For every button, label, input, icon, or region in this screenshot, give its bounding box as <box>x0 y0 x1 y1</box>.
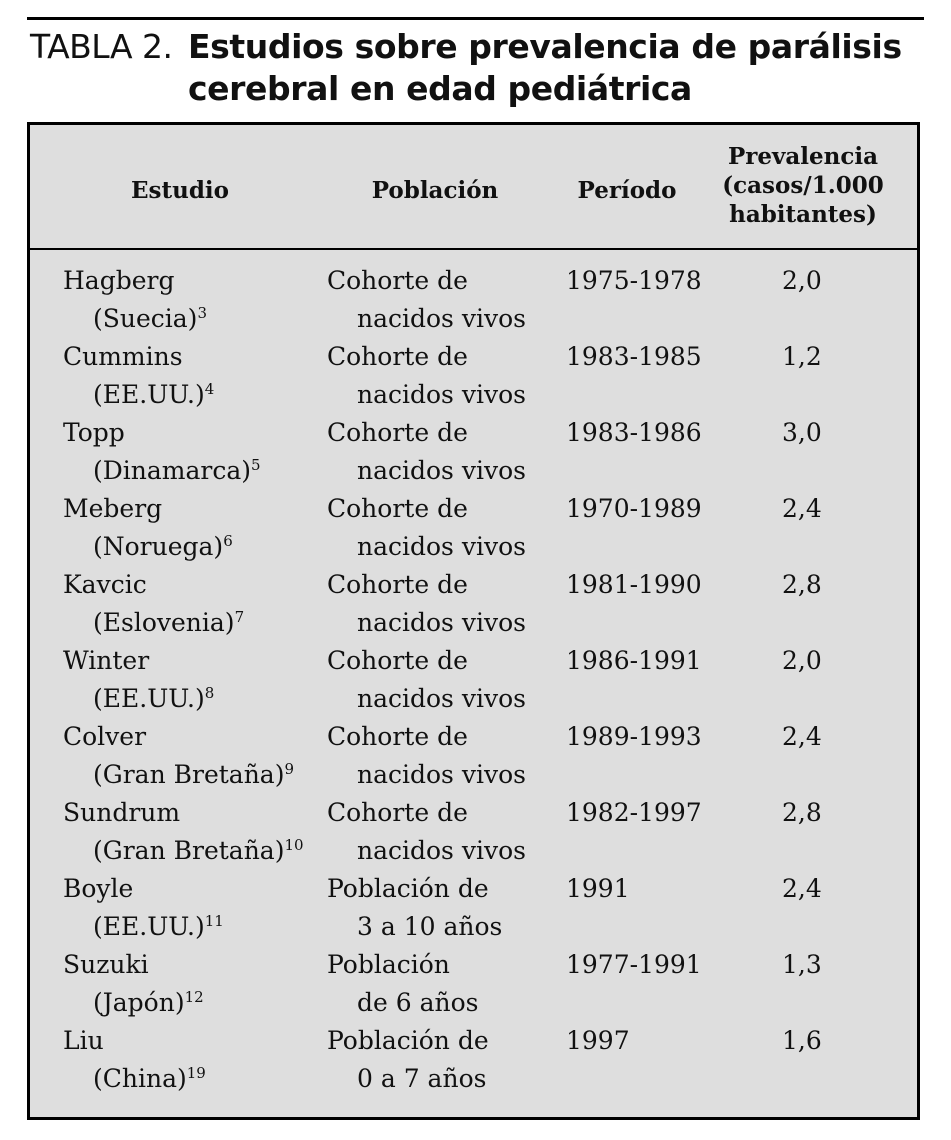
cell-estudio <box>63 718 294 794</box>
cell-estudio <box>63 794 304 870</box>
cell-poblacion-line2: 3 a 10 años <box>357 912 503 941</box>
reference-number: 11 <box>204 912 224 930</box>
cell-prevalencia: 3,0 <box>782 418 822 447</box>
cell-poblacion-line1: Cohorte de <box>327 418 468 447</box>
cell-poblacion <box>327 566 526 642</box>
cell-poblacion <box>327 870 502 946</box>
cell-estudio <box>63 262 207 338</box>
cell-pais: (Gran Bretaña)$^{10}$ <box>93 836 304 865</box>
table-row <box>30 338 917 414</box>
cell-poblacion-line2: nacidos vivos <box>357 760 526 789</box>
cell-autor: Kavcic <box>63 570 147 599</box>
table-label: TABLA 2. <box>30 27 173 66</box>
reference-number: 8 <box>204 684 215 702</box>
cell-estudio <box>63 414 261 490</box>
cell-estudio <box>63 870 224 946</box>
cell-prevalencia: 2,8 <box>782 570 822 599</box>
header-estudio: Estudio <box>131 177 229 204</box>
cell-pais: (Dinamarca)$^5$ <box>93 456 261 485</box>
cell-poblacion-line1: Cohorte de <box>327 646 468 675</box>
cell-prevalencia: 2,8 <box>782 798 822 827</box>
header-poblacion: Población <box>371 177 499 204</box>
reference-number: 4 <box>204 380 215 398</box>
cell-prevalencia: 2,4 <box>782 494 822 523</box>
cell-poblacion <box>327 642 526 718</box>
cell-poblacion-line2: 0 a 7 años <box>357 1064 487 1093</box>
cell-poblacion-line1: Población <box>327 950 450 979</box>
cell-estudio <box>63 642 214 718</box>
cell-poblacion <box>327 1022 489 1098</box>
cell-periodo: 1989-1993 <box>566 722 702 751</box>
cell-periodo: 1986-1991 <box>566 646 702 675</box>
reference-number: 19 <box>186 1064 206 1082</box>
cell-poblacion <box>327 794 526 870</box>
cell-poblacion-line1: Cohorte de <box>327 342 468 371</box>
cell-poblacion-line2: de 6 años <box>357 988 479 1017</box>
cell-poblacion <box>327 262 526 338</box>
cell-poblacion-line2: nacidos vivos <box>357 608 526 637</box>
cell-poblacion <box>327 338 526 414</box>
prevalence-table <box>27 122 920 1120</box>
cell-poblacion-line2: nacidos vivos <box>357 532 526 561</box>
cell-poblacion-line1: Cohorte de <box>327 494 468 523</box>
top-rule <box>27 17 924 20</box>
table-row <box>30 262 917 338</box>
cell-periodo: 1983-1985 <box>566 342 702 371</box>
cell-estudio <box>63 490 233 566</box>
cell-periodo: 1983-1986 <box>566 418 702 447</box>
cell-periodo: 1982-1997 <box>566 798 702 827</box>
cell-poblacion-line1: Población de <box>327 874 489 903</box>
cell-pais: (Gran Bretaña)$^9$ <box>93 760 295 789</box>
cell-pais: (China)$^{19}$ <box>93 1064 206 1093</box>
cell-pais: $(EE.UU.)^{11}$ <box>93 912 224 941</box>
cell-prevalencia: 2,0 <box>782 646 822 675</box>
cell-estudio <box>63 946 204 1022</box>
table-row <box>30 642 917 718</box>
table-row <box>30 566 917 642</box>
cell-prevalencia: 2,0 <box>782 266 822 295</box>
cell-poblacion-line1: Cohorte de <box>327 570 468 599</box>
cell-estudio <box>63 1022 206 1098</box>
cell-poblacion-line2: nacidos vivos <box>357 684 526 713</box>
cell-estudio <box>63 338 214 414</box>
cell-prevalencia: 1,2 <box>782 342 822 371</box>
table-row <box>30 1022 917 1098</box>
cell-autor: Hagberg <box>63 266 175 295</box>
cell-prevalencia: 1,3 <box>782 950 822 979</box>
cell-periodo: 1991 <box>566 874 630 903</box>
cell-poblacion-line2: nacidos vivos <box>357 304 526 333</box>
cell-autor: Sundrum <box>63 798 181 827</box>
cell-pais: $(EE.UU.)^4$ <box>93 380 215 409</box>
cell-poblacion-line1: Cohorte de <box>327 266 468 295</box>
cell-periodo: 1981-1990 <box>566 570 702 599</box>
cell-autor: Liu <box>63 1026 104 1055</box>
cell-pais: (Noruega)$^6$ <box>93 532 233 561</box>
cell-poblacion <box>327 946 478 1022</box>
cell-pais: (Suecia)$^3$ <box>93 304 207 333</box>
table-row <box>30 718 917 794</box>
cell-poblacion-line2: nacidos vivos <box>357 836 526 865</box>
cell-poblacion <box>327 718 526 794</box>
cell-autor: Meberg <box>63 494 163 523</box>
table-row <box>30 794 917 870</box>
cell-poblacion-line1: Cohorte de <box>327 722 468 751</box>
cell-autor: Suzuki <box>63 950 149 979</box>
cell-poblacion <box>327 414 526 490</box>
cell-periodo: 1970-1989 <box>566 494 702 523</box>
cell-estudio <box>63 566 244 642</box>
table-header-row <box>30 125 917 250</box>
reference-number: 9 <box>284 760 295 778</box>
reference-number: 7 <box>234 608 245 626</box>
cell-pais: (Japón)$^{12}$ <box>93 988 204 1017</box>
cell-autor: Colver <box>63 722 147 751</box>
reference-number: 3 <box>197 304 207 322</box>
reference-number: 10 <box>284 836 304 854</box>
header-periodo: Período <box>577 177 677 204</box>
cell-periodo: 1975-1978 <box>566 266 702 295</box>
table-title: Estudios sobre prevalencia de parálisis cerebral en edad pediátrica <box>188 27 902 108</box>
cell-poblacion-line2: nacidos vivos <box>357 456 526 485</box>
table-row <box>30 414 917 490</box>
cell-prevalencia: 2,4 <box>782 874 822 903</box>
header-prevalencia: Prevalencia (casos/1.000 habitantes) <box>722 143 884 228</box>
cell-poblacion-line2: nacidos vivos <box>357 380 526 409</box>
cell-autor: Cummins <box>63 342 183 371</box>
cell-pais: (Eslovenia)$^7$ <box>93 608 245 637</box>
table-row <box>30 870 917 946</box>
cell-periodo: 1997 <box>566 1026 630 1055</box>
cell-autor: Winter <box>63 646 150 675</box>
cell-prevalencia: 2,4 <box>782 722 822 751</box>
table-row <box>30 490 917 566</box>
reference-number: 6 <box>223 532 233 550</box>
cell-prevalencia: 1,6 <box>782 1026 822 1055</box>
cell-pais: $(EE.UU.)^8$ <box>93 684 215 713</box>
cell-autor: Topp <box>63 418 125 447</box>
table-row <box>30 946 917 1022</box>
cell-poblacion-line1: Población de <box>327 1026 489 1055</box>
reference-number: 5 <box>251 456 261 474</box>
cell-poblacion <box>327 490 526 566</box>
cell-poblacion-line1: Cohorte de <box>327 798 468 827</box>
cell-periodo: 1977-1991 <box>566 950 702 979</box>
reference-number: 12 <box>184 988 204 1006</box>
cell-autor: Boyle <box>63 874 134 903</box>
